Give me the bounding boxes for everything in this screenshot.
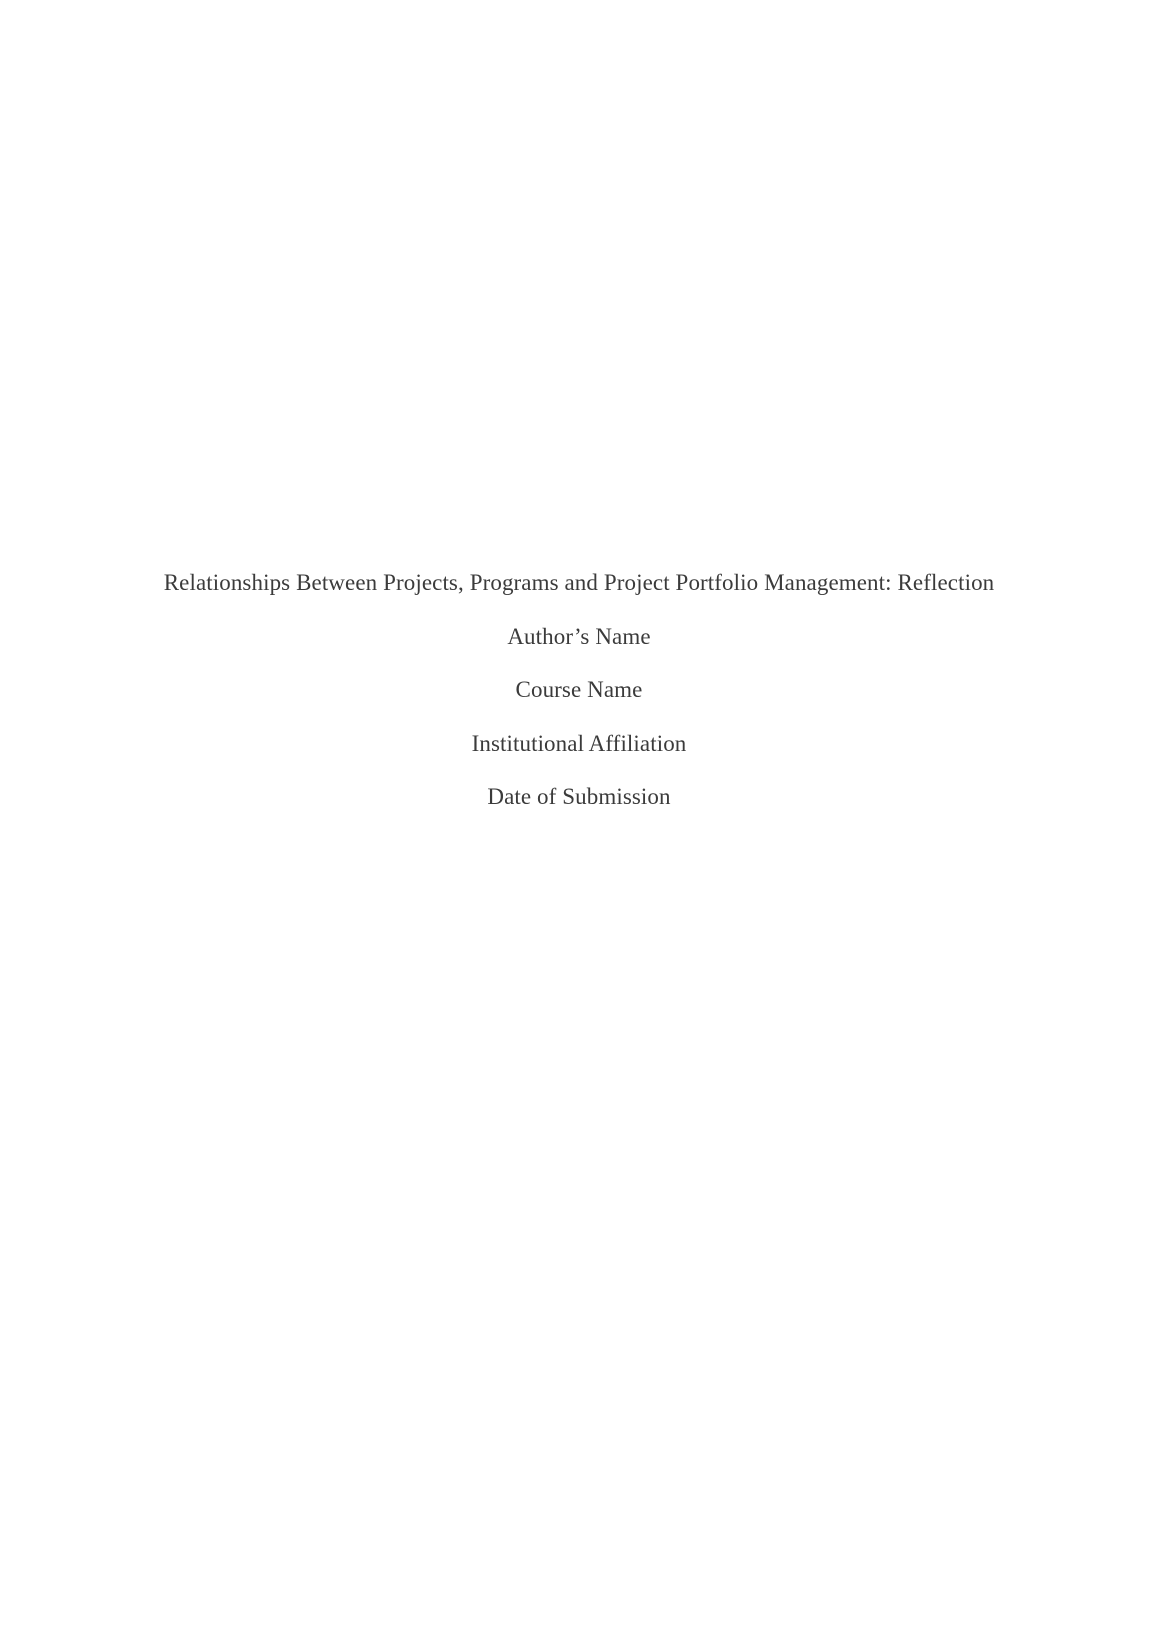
author-name: Author’s Name <box>507 623 651 649</box>
institutional-affiliation: Institutional Affiliation <box>471 730 687 756</box>
course-name: Course Name <box>515 677 643 702</box>
title-page-block <box>0 556 1158 824</box>
paper-title: Relationships Between Projects, Programs and Project Portfolio Management: Reflection <box>163 570 995 595</box>
date-of-submission: Date of Submission <box>487 784 671 809</box>
